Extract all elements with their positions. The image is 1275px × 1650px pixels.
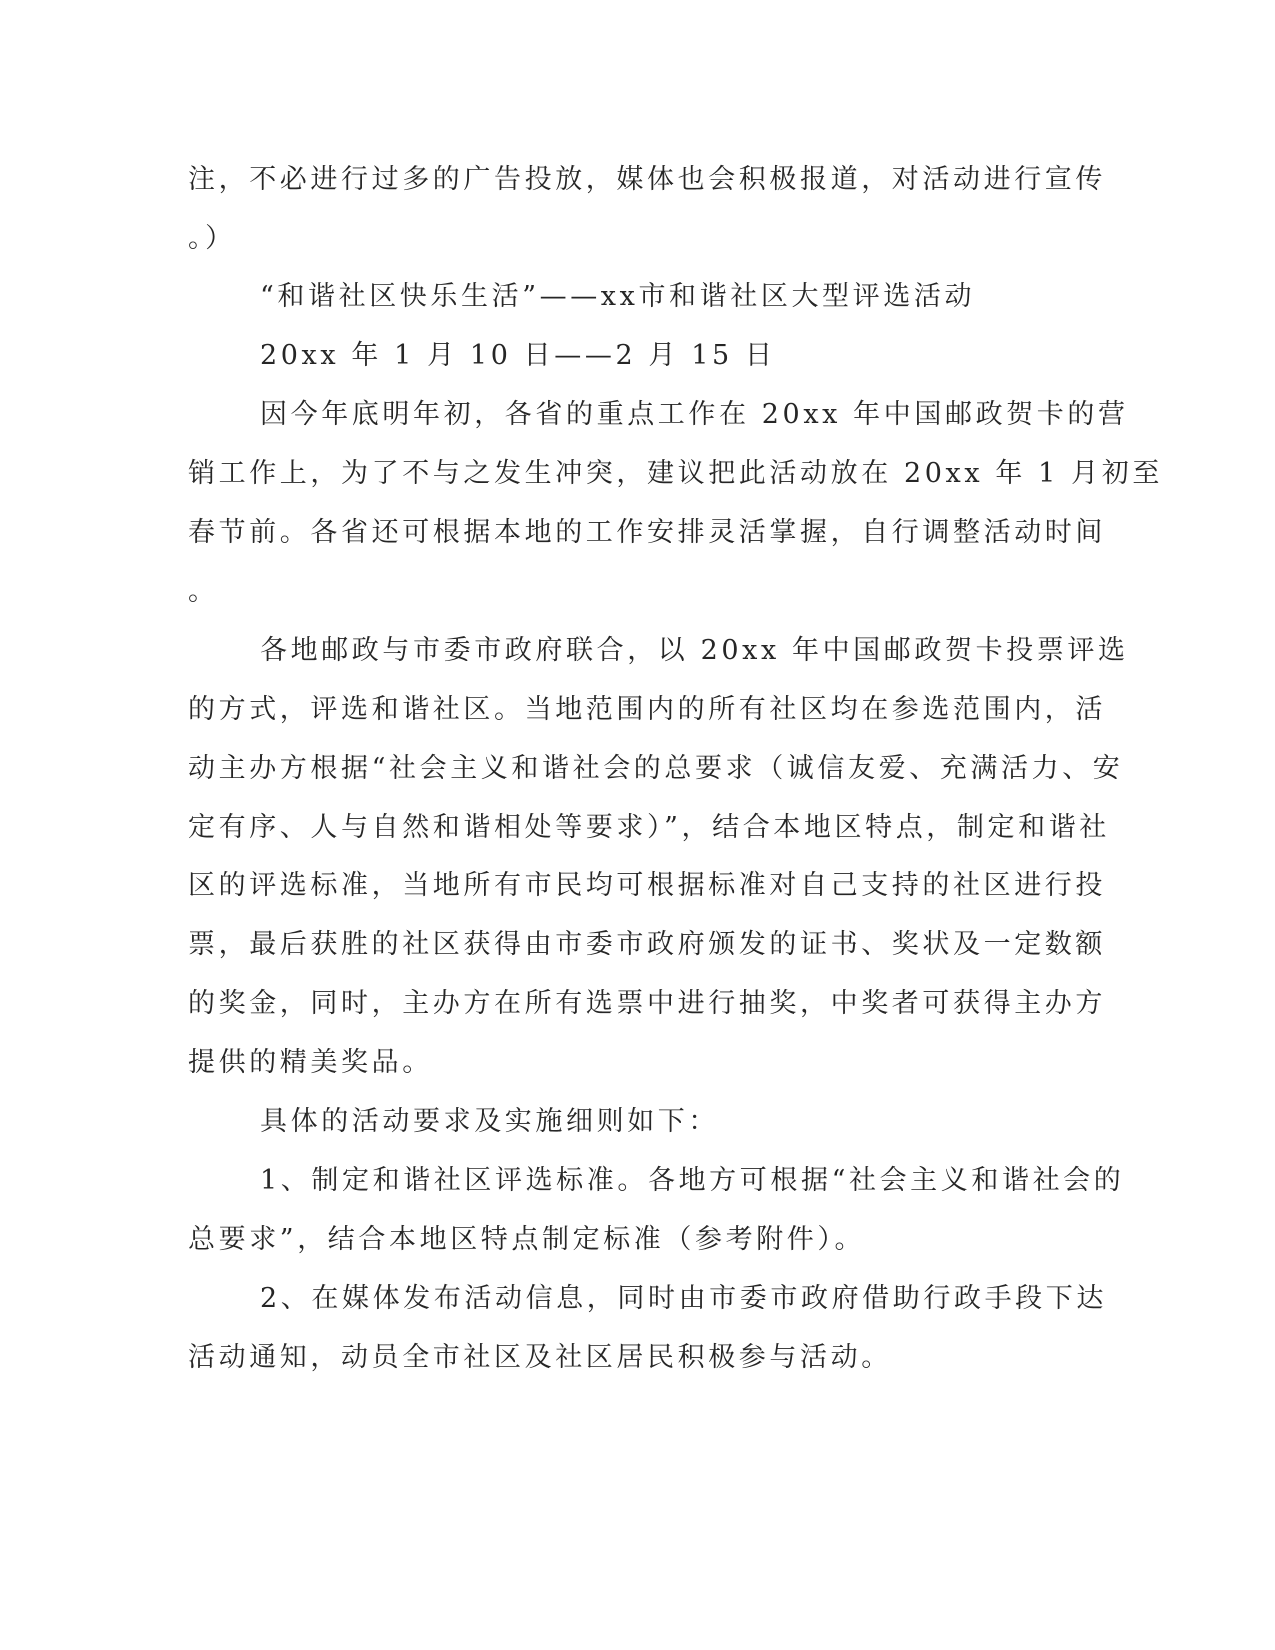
text-line: 。） xyxy=(188,223,236,254)
text-line: 动主办方根据“社会主义和谐社会的总要求（诚信友爱、充满活力、安 xyxy=(188,753,1124,784)
text-line: 因今年底明年初，各省的重点工作在 20xx 年中国邮政贺卡的营 xyxy=(260,399,1129,430)
list-item-2: 2、在媒体发布活动信息，同时由市委市政府借助行政手段下达 xyxy=(260,1283,1107,1314)
text-line: 票，最后获胜的社区获得由市委市政府颁发的证书、奖状及一定数额 xyxy=(188,929,1106,960)
text-line: 的方式，评选和谐社区。当地范围内的所有社区均在参选范围内，活 xyxy=(188,694,1106,725)
text-line: 提供的精美奖品。 xyxy=(188,1047,433,1078)
text-line: 的奖金，同时，主办方在所有选票中进行抽奖，中奖者可获得主办方 xyxy=(188,988,1106,1019)
text-line: 销工作上，为了不与之发生冲突，建议把此活动放在 20xx 年 1 月初至 xyxy=(188,458,1163,489)
text-line: 总要求”，结合本地区特点制定标准（参考附件）。 xyxy=(188,1224,866,1255)
text-line: 活动通知，动员全市社区及社区居民积极参与活动。 xyxy=(188,1342,892,1373)
event-dates: 20xx 年 1 月 10 日——2 月 15 日 xyxy=(260,340,776,371)
text-line: 定有序、人与自然和谐相处等要求）”，结合本地区特点，制定和谐社 xyxy=(188,812,1110,843)
text-line: 具体的活动要求及实施细则如下： xyxy=(260,1106,719,1137)
event-title: “和谐社区快乐生活”——xx市和谐社区大型评选活动 xyxy=(260,281,976,312)
text-line: 春节前。各省还可根据本地的工作安排灵活掌握，自行调整活动时间 xyxy=(188,517,1106,548)
text-line: 。 xyxy=(188,576,219,607)
text-line: 注，不必进行过多的广告投放，媒体也会积极报道，对活动进行宣传 xyxy=(188,164,1106,195)
text-line: 各地邮政与市委市政府联合，以 20xx 年中国邮政贺卡投票评选 xyxy=(260,635,1129,666)
list-item-1: 1、制定和谐社区评选标准。各地方可根据“社会主义和谐社会的 xyxy=(260,1165,1125,1196)
text-line: 区的评选标准，当地所有市民均可根据标准对自己支持的社区进行投 xyxy=(188,870,1106,901)
